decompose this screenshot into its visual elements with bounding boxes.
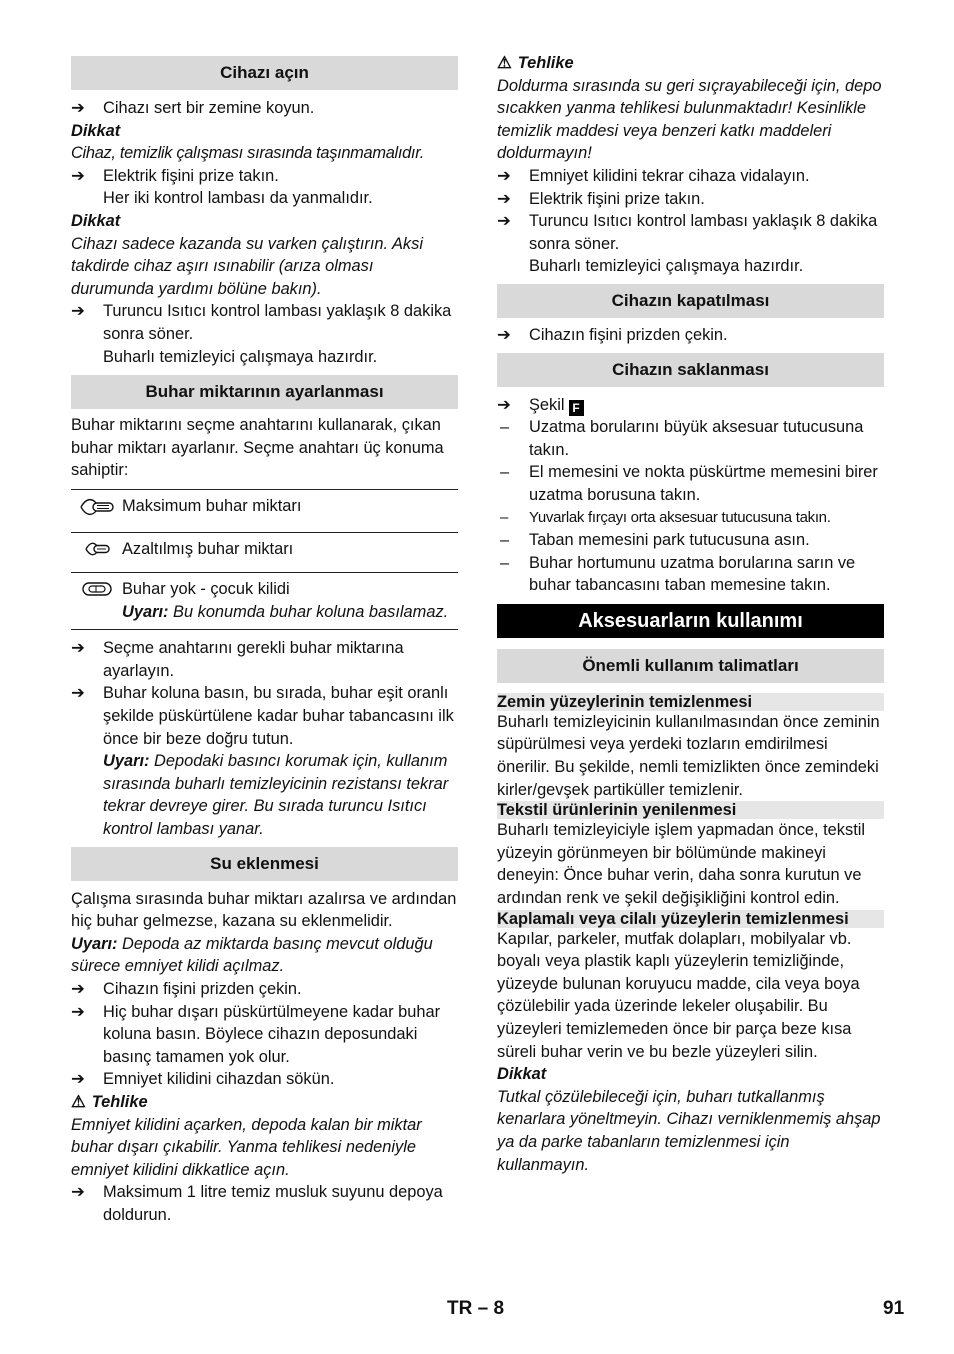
reduced-steam-icon — [71, 532, 122, 573]
right-arrow-icon: ➔ — [71, 302, 85, 321]
paragraph: Buharlı temizleyicinin kullanılmasından önce zeminin süpürülmesi veya yerdeki tozların emdirilmesi önerilir. Bu şekilde, nemli temizlikten önce zemindeki kirler/gevşek partiküller temizlenir. — [497, 712, 880, 799]
list-item: – El memesini ve nokta püskürtme memesini birer uzatma borusuna takın. — [500, 463, 878, 504]
section-title-switch-on: Cihazı açın — [71, 56, 458, 90]
max-steam-icon — [71, 489, 122, 532]
note-text: Cihaz, temizlik çalışması sırasında taşınmamalıdır. — [71, 144, 424, 163]
right-arrow-icon: ➔ — [497, 212, 511, 231]
page-number: 91 — [883, 1298, 905, 1319]
paragraph: Buharlı temizleyiciyle işlem yapmadan önce, tekstil yüzeyin görünmeyen bir bölümünde makineyi deneyin: Önce buhar verin, daha sonra kurutun ve ardından renk ve şekil değişikliğini kontrol edin. — [497, 821, 866, 908]
figure-label: F — [569, 400, 584, 416]
step-screw-lock: ➔ Emniyet kilidini tekrar cihaza vidalayın. — [497, 165, 884, 188]
step-heater-lamp: ➔ Turuncu Isıtıcı kontrol lambası yaklaşık 8 dakika sonra söner. — [497, 212, 878, 253]
note-text: Cihazı sadece kazanda su varken çalıştırın. Aksi takdirde cihaz aşırı ısınabilir (arıza olması durumunda yardımı bölüne bakın). — [71, 234, 423, 298]
subsection-title-floor: Zemin yüzeylerinin temizlenmesi — [497, 693, 884, 711]
chapter-title-accessories: Aksesuarların kullanımı — [497, 604, 884, 638]
mode-label: Buhar yok - çocuk kilidi Uyarı: Bu konumda buhar koluna basılamaz. — [122, 573, 458, 630]
step-press-lever: ➔ Buhar koluna basın, bu sırada, buhar eşit oranlı şekilde püskürtülene kadar buhar tabancasını ilk önce bir beze doğru tutun. Uyarı: Depodaki basıncı korumak için, kullanım sırasında buharlı temizleyicinin rezistansı tekrar tekrar devreye girer. Bu sırada turuncu Isıtıcı kontrol lambası yanar. — [71, 684, 454, 839]
right-arrow-icon: ➔ — [71, 99, 85, 117]
note-heading: Dikkat — [71, 211, 121, 230]
danger-heading: ⚠ Tehlike — [71, 1091, 458, 1114]
right-arrow-icon: ➔ — [71, 980, 85, 998]
subsection-title-textile: Tekstil ürünlerinin yenilenmesi — [497, 801, 884, 819]
list-item: – Buhar hortumunu uzatma borularına sarın ve buhar tabancasını taban memesine takın. — [500, 553, 856, 595]
section-title-switch-off: Cihazın kapatılması — [497, 284, 884, 318]
paragraph: Çalışma sırasında buhar miktarı azalırsa ve ardından hiç buhar gelmezse, kazana su eklenmelidir. — [71, 889, 457, 931]
right-arrow-icon: ➔ — [71, 639, 85, 658]
right-arrow-icon: ➔ — [497, 166, 511, 185]
list-item: – Taban memesini park tutucusuna asın. — [500, 531, 810, 550]
table-row — [71, 532, 458, 573]
step-figure: ➔ Şekil F — [497, 394, 884, 417]
mode-label: Azaltılmış buhar miktarı — [122, 532, 458, 573]
step-unplug: ➔ Cihazın fişini prizden çekin. — [71, 978, 458, 1001]
step-fill-water: ➔ Maksimum 1 litre temiz musluk suyunu depoya doldurun. — [71, 1183, 443, 1224]
step-set-switch: ➔ Seçme anahtarını gerekli buhar miktarına ayarlayın. — [71, 639, 404, 680]
list-item: – Uzatma borularını büyük aksesuar tutucusuna takın. — [500, 418, 864, 459]
warning-note: Uyarı: Depoda az miktarda basınç mevcut olduğu sürece emniyet kilidi açılmaz. — [71, 934, 433, 976]
steam-modes-table — [71, 489, 458, 630]
right-arrow-icon: ➔ — [497, 395, 511, 414]
step-heater-lamp: ➔ Turuncu Isıtıcı kontrol lambası yaklaşık 8 dakika sonra söner. — [71, 302, 452, 343]
right-arrow-icon: ➔ — [71, 1183, 85, 1202]
step-plug-in: ➔ Elektrik fişini prize takın. — [497, 188, 884, 211]
table-row — [71, 489, 458, 532]
danger-heading: ⚠ Tehlike — [497, 52, 884, 75]
step-unplug: ➔ Cihazın fişini prizden çekin. — [497, 324, 884, 347]
right-arrow-icon: ➔ — [71, 1070, 85, 1089]
step-release-pressure: ➔ Hiç buhar dışarı püskürtülmeyene kadar buhar koluna basın. Böylece cihazın deposundaki basınç tamamen yok olur. — [71, 1002, 441, 1066]
danger-text: Doldurma sırasında su geri sıçrayabileceği için, depo sıcakken yanma tehlikesi bulunmaktadır! Kesinlikle temizlik maddesi veya benzeri katkı maddeleri doldurmayın! — [497, 76, 882, 163]
step-result: Buharlı temizleyici çalışmaya hazırdır. — [103, 347, 378, 366]
section-title-add-water: Su eklenmesi — [71, 847, 458, 881]
right-arrow-icon: ➔ — [71, 1002, 85, 1021]
subsection-title-coated: Kaplamalı veya cilalı yüzeylerin temizlenmesi — [497, 910, 884, 928]
note-text: Tutkal çözülebileceği için, buharı tutkallanmış kenarlara yöneltmeyin. Cihazı verniklenmemiş ahşap ya da parke tabanların temizlenmesi için kullanmayın. — [497, 1087, 881, 1174]
right-column — [497, 52, 884, 1176]
mode-label: Maksimum buhar miktarı — [122, 489, 458, 532]
right-arrow-icon: ➔ — [497, 189, 511, 208]
footer-section-label: TR – 8 — [447, 1298, 505, 1319]
table-row — [71, 573, 458, 630]
section-title-instructions: Önemli kullanım talimatları — [497, 649, 884, 683]
step-remove-lock: ➔ Emniyet kilidini cihazdan sökün. — [71, 1068, 458, 1091]
right-arrow-icon: ➔ — [71, 684, 85, 703]
warning-triangle-icon: ⚠ — [497, 54, 512, 72]
child-lock-icon — [71, 573, 122, 630]
step-plug-in: ➔ Elektrik fişini prize takın. — [71, 165, 458, 188]
step-place-device: ➔ Cihazı sert bir zemine koyun. — [71, 97, 458, 120]
section-title-steam-amount: Buhar miktarının ayarlanması — [71, 375, 458, 409]
right-arrow-icon: ➔ — [497, 325, 511, 344]
warning-triangle-icon: ⚠ — [71, 1092, 86, 1111]
paragraph: Kapılar, parkeler, mutfak dolapları, mobilyalar vb. boyalı veya plastik kaplı yüzeylerin temizliğinde, yüzeyde bulunan koruyucu madde, cila veya boya çözülebilir yada üzerinde lekeler oluşabilir. Bu yüzeyleri temizlemeden önce bir parça beze kısa süreli buhar verin ve bu bezle yüzeyleri silin. — [497, 929, 860, 1061]
left-column — [71, 56, 458, 1227]
section-title-storage: Cihazın saklanması — [497, 353, 884, 387]
step-result: Buharlı temizleyici çalışmaya hazırdır. — [529, 257, 804, 276]
danger-text: Emniyet kilidini açarken, depoda kalan bir miktar buhar dışarı çıkabilir. Yanma tehlikesi nedeniyle emniyet kilidini dikkatlice açın. — [71, 1115, 422, 1179]
note-heading: Dikkat — [497, 1065, 547, 1084]
list-item: – Yuvarlak fırçayı orta aksesuar tutucusuna takın. — [500, 508, 831, 526]
step-result: Her iki kontrol lambası da yanmalıdır. — [103, 189, 373, 208]
note-heading: Dikkat — [71, 121, 121, 140]
paragraph: Buhar miktarını seçme anahtarını kullanarak, çıkan buhar miktarı ayarlanır. Seçme anahtarı üç konuma sahiptir: — [71, 416, 444, 480]
right-arrow-icon: ➔ — [71, 166, 85, 185]
